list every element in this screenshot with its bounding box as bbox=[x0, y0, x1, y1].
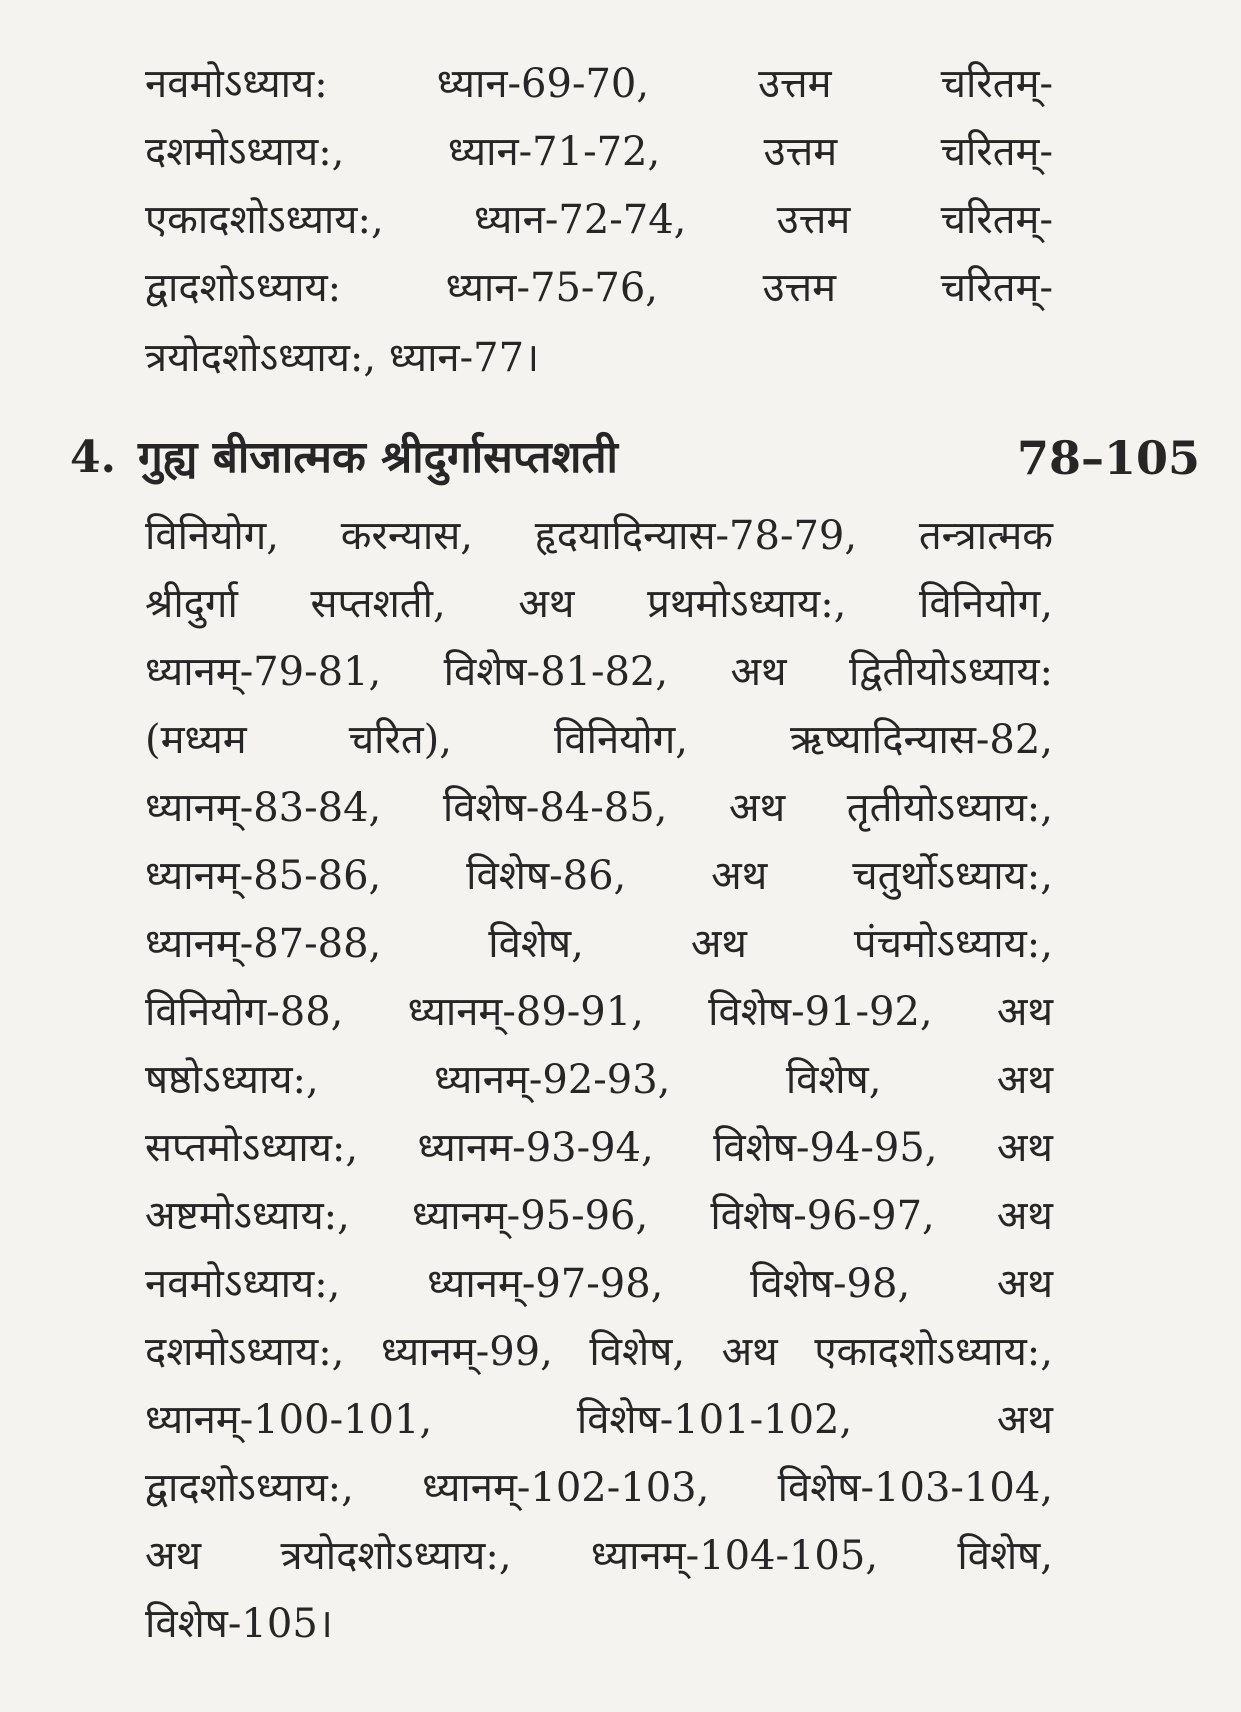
contents-line: एकादशोऽध्याय:, ध्यान-72-74, उत्तम चरितम्- bbox=[145, 197, 1053, 243]
section-entry-line: नवमोऽध्याय:, ध्यानम्-97-98, विशेष-98, अथ bbox=[145, 1261, 1053, 1307]
section-entry-line: ध्यानम्-83-84, विशेष-84-85, अथ तृतीयोऽध्याय:, bbox=[145, 785, 1053, 831]
contents-line: दशमोऽध्याय:, ध्यान-71-72, उत्तम चरितम्- bbox=[145, 129, 1053, 175]
contents-line: त्रयोदशोऽध्याय:, ध्यान-77। bbox=[145, 335, 540, 381]
section-entry-line: श्रीदुर्गा सप्तशती, अथ प्रथमोऽध्याय:, विनियोग, bbox=[145, 581, 1053, 627]
section-entry-line: ध्यानम्-79-81, विशेष-81-82, अथ द्वितीयोऽध्याय: bbox=[145, 649, 1053, 695]
section-entry-line: विशेष-105। bbox=[145, 1601, 333, 1647]
section-entry-line: ध्यानम्-100-101, विशेष-101-102, अथ bbox=[145, 1397, 1053, 1443]
section-entry-line: द्वादशोऽध्याय:, ध्यानम्-102-103, विशेष-103-104, bbox=[145, 1465, 1053, 1511]
section-entry-line: दशमोऽध्याय:, ध्यानम्-99, विशेष, अथ एकादशोऽध्याय:, bbox=[145, 1329, 1053, 1375]
section-entry-line: विनियोग-88, ध्यानम्-89-91, विशेष-91-92, अथ bbox=[145, 989, 1053, 1035]
section-page-range: 78–105 bbox=[1016, 431, 1200, 485]
section-entry-line: अष्टमोऽध्याय:, ध्यानम्-95-96, विशेष-96-97, अथ bbox=[145, 1193, 1053, 1239]
section-entry-line: सप्तमोऽध्याय:, ध्यानम-93-94, विशेष-94-95, अथ bbox=[145, 1125, 1053, 1171]
contents-line: नवमोऽध्याय: ध्यान-69-70, उत्तम चरितम्- bbox=[145, 61, 1053, 107]
section-heading bbox=[70, 428, 1200, 488]
section-entry-line: षष्ठोऽध्याय:, ध्यानम्-92-93, विशेष, अथ bbox=[145, 1057, 1053, 1103]
contents-line: द्वादशोऽध्याय: ध्यान-75-76, उत्तम चरितम्- bbox=[145, 265, 1053, 311]
section-entry-line: ध्यानम्-87-88, विशेष, अथ पंचमोऽध्याय:, bbox=[145, 921, 1053, 967]
section-number: 4. bbox=[70, 432, 116, 483]
section-title: गुह्य बीजात्मक श्रीदुर्गासप्तशती bbox=[138, 432, 618, 483]
section-entry-line: (मध्यम चरित), विनियोग, ऋष्यादिन्यास-82, bbox=[145, 717, 1053, 763]
section-entry-line: अथ त्रयोदशोऽध्याय:, ध्यानम्-104-105, विशेष, bbox=[145, 1533, 1053, 1579]
section-entry-line: ध्यानम्-85-86, विशेष-86, अथ चतुर्थोऽध्याय:, bbox=[145, 853, 1053, 899]
section-entry-line: विनियोग, करन्यास, हृदयादिन्यास-78-79, तन्त्रात्मक bbox=[145, 513, 1053, 559]
